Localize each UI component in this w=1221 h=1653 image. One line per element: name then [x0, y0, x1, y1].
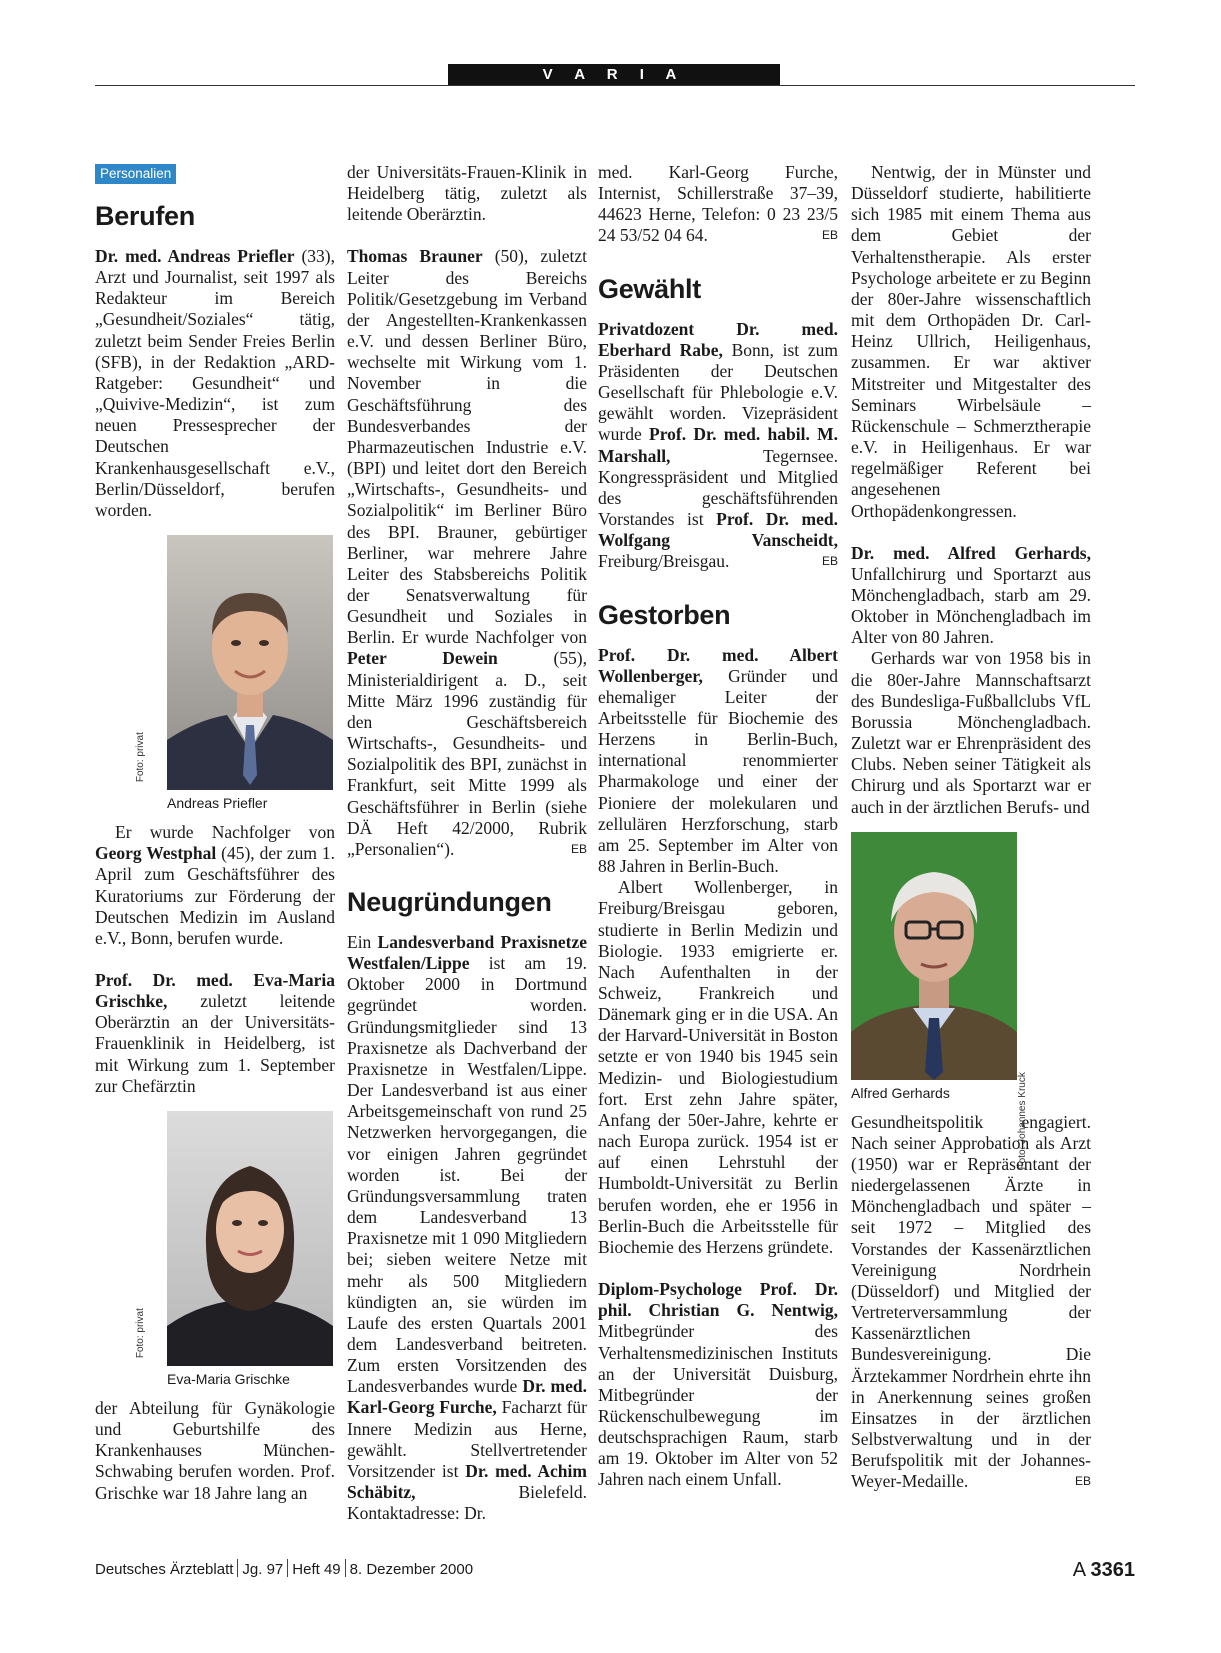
article-text: zuletzt leitende Oberärztin an der Universitäts-Frauenklinik in Heidelberg, ist mit Wirkung zum 1. September zur Chefärztin	[95, 991, 335, 1096]
article-text: (45), der zum 1. April zum Geschäftsführer des Kuratoriums zur Förderung der Deutschen Medizin im Ausland e.V., Bonn, berufen wurde.	[95, 843, 335, 948]
article-grischke	[95, 970, 335, 1097]
article-priefler	[95, 246, 335, 521]
heading-berufen: Berufen	[95, 201, 195, 231]
person-name: Dr. med. Andreas Priefler	[95, 246, 295, 266]
article-text: Gesundheitspolitik engagiert. Nach seiner Approbation als Arzt (1950) war er Repräsentant der niedergelassenen Ärzte in Mönchengladbach und später – seit 1972 – Mitglied des Vorstandes der Kassenärztlichen Vereinigung Nordrhein (Düsseldorf) und Mitglied der Vertreterversammlung der Kassenärztlichen Bundesvereinigung. Die Ärztekammer Nordrhein ehrte ihn in Anerkennung seines großen Einsatzes in der ärztlichen Selbstverwaltung und in der Berufspolitik mit der Johannes-Weyer-Medaille.	[851, 1111, 1091, 1492]
journal-issue: Heft 49	[292, 1561, 341, 1578]
footer-separator	[287, 1559, 288, 1577]
article-text: Unfallchirurg und Sportarzt aus Mönchengladbach, starb am 29. Oktober in Mönchengladbach im Alter von 80 Jahren.	[851, 563, 1091, 648]
author-signature: EB	[821, 228, 838, 243]
article-text: Tegernsee. Kongresspräsident und Mitglied des geschäftsführenden Vorstandes ist	[598, 445, 838, 530]
photo-figure-grischke	[134, 1111, 333, 1388]
issue-date: 8. Dezember 2000	[349, 1561, 474, 1578]
footer-separator	[345, 1559, 346, 1577]
article-contact	[598, 162, 838, 247]
column-4	[851, 162, 1091, 1493]
article-brauner	[347, 246, 587, 860]
article-text: med. Karl-Georg Furche, Internist, Schillerstraße 37–39, 44623 Herne, Telefon: 0 23 23/5 24 53/52 04 64.	[598, 162, 838, 246]
person-name: Peter Dewein	[347, 648, 498, 669]
person-name: Prof. Dr. med. Wolfgang Vanscheidt,	[598, 509, 838, 551]
photo-figure-priefler	[134, 535, 333, 812]
photo-credit: Foto: privat	[134, 1307, 146, 1358]
author-signature: EB	[1074, 1474, 1091, 1489]
person-name: Thomas Brauner	[347, 246, 483, 267]
person-name: Georg Westphal	[95, 843, 217, 864]
article-westphal	[95, 822, 335, 949]
article-landesverband	[347, 932, 587, 1524]
photo-caption: Eva-Maria Grischke	[167, 1370, 290, 1387]
article-text: (33), Arzt und Journalist, seit 1997 als Redakteur im Bereich „Gesundheit/Soziales“ tätig, zuletzt beim Sender Freies Berlin (SFB), in der Redaktion „ARD-Ratgeber: Gesundheit“ und „Quivive-Medizin“, ist zum neuen Pressesprecher der Deutschen Krankenhausgesellschaft e.V., Berlin/Düsseldorf, berufen worden.	[95, 246, 335, 520]
organisation-name: Landesverband Praxisnetze Westfalen/Lippe	[347, 932, 587, 974]
article-wollenberger-bio: Albert Wollenberger, in Freiburg/Breisgau geboren, studierte in Berlin Medizin und Biologie. 1933 emigrierte er. Nach Aufenthalten in der Schweiz, Frankreich und Dänemark ging er in die USA. An der Harvard-Universität in Boston setzte er von 1940 bis 1945 sein Medizin- und Biologiestudium fort. Erst zehn Jahre später, Anfang der 50er-Jahre, kehrte er nach Europa zurück. 1954 ist er auf einen Lehrstuhl der Humboldt-Universität zu Berlin berufen worden, ehe er 1956 in Berlin-Buch die Arbeitsstelle für Biochemie des Herzens gründete.	[598, 877, 838, 1257]
heading-gewaehlt: Gewählt	[598, 273, 701, 304]
person-name: Dr. med. Karl-Georg Furche,	[347, 1376, 587, 1418]
article-text: Ein	[347, 932, 378, 952]
person-name: Prof. Dr. med. Eva-Maria Grischke,	[95, 969, 335, 1012]
article-text: Freiburg/Breisgau.	[598, 551, 730, 572]
article-text: (55), Ministerialdirigent a. D., seit Mitte März 1996 zuständig für den Geschäftsbereich Wirtschafts-, Gesundheits- und Sozialpolitik des BPI, zunächst in Frankfurt, seit Mitte 1999 als Geschäftsführer in Berlin (siehe DÄ Heft 42/2000, Rubrik „Personalien“).	[347, 648, 587, 859]
person-name: Prof. Dr. med. habil. M. Marshall,	[598, 424, 838, 466]
column-1	[95, 162, 335, 1504]
header-rule	[95, 85, 1135, 86]
author-signature: EB	[821, 554, 838, 569]
article-nentwig	[598, 1279, 838, 1491]
author-signature: EB	[570, 841, 587, 856]
article-text: Gründer und ehemaliger Leiter der Arbeitsstelle für Biochemie des Herzens in Berlin-Buch, international renommierter Pharmakologe und einer der Pioniere der molekularen und zellulären Herzforschung, starb am 25. September im Alter von 88 Jahren in Berlin-Buch.	[598, 665, 838, 877]
article-gerhards-cont	[851, 1112, 1091, 1493]
article-nentwig-cont: Nentwig, der in Münster und Düsseldorf studierte, habilitierte sich 1985 mit einem Thema aus dem Gebiet der Verhaltenstherapie. Als erster Psychologe arbeitete er zu Beginn der 80er-Jahre wissenschaftlich mit dem Orthopäden Dr. Carl-Heinz Ullrich, Heiligenhaus, zusammen. Er war aktiver Mitstreiter und Mitgestalter des Seminars Wirbelsäule – Rückenschule – Schmerztherapie e.V. in Heiligenhaus. Er war regelmäßiger Referent bei angesehenen Orthopädenkongressen.	[851, 162, 1091, 521]
column-3	[598, 162, 838, 1491]
photo-caption: Andreas Priefler	[167, 795, 268, 812]
person-name: Prof. Dr. med. Albert Wollenberger,	[598, 644, 838, 686]
article-grischke-cont: der Abteilung für Gynäkologie und Geburtshilfe des Krankenhauses München-Schwabing berufen worden. Prof. Grischke war 18 Jahre lang an	[95, 1397, 335, 1503]
rubric-kicker: Personalien	[95, 164, 176, 184]
article-grischke-end: der Universitäts-Frauen-Klinik in Heidelberg tätig, zuletzt als leitende Oberärztin.	[347, 162, 587, 225]
person-name: Dr. med. Alfred Gerhards,	[851, 542, 1091, 563]
article-gerhards-bio: Gerhards war von 1958 bis in die 80er-Jahre Mannschaftsarzt des Bundesliga-Fußballclubs VfL Borussia Mönchengladbach. Zuletzt war er Ehrenpräsident des Clubs. Neben seiner Tätigkeit als Chirurg und als Sportarzt war er auch in der ärztlichen Berufs- und	[851, 648, 1091, 817]
person-name: Diplom-Psychologe Prof. Dr. phil. Christian G. Nentwig,	[598, 1279, 838, 1321]
portrait-photo-gerhards	[851, 832, 1017, 1080]
page-footer	[95, 1558, 1135, 1582]
page-prefix: A	[1072, 1559, 1085, 1581]
article-rabe	[598, 319, 838, 573]
journal-name: Deutsches Ärzteblatt	[95, 1561, 234, 1578]
page-number-value: 3361	[1090, 1559, 1135, 1581]
article-text: Bielefeld. Kontaktadresse: Dr.	[347, 1482, 587, 1524]
photo-credit: Foto: Johannes Kruck	[1016, 1071, 1028, 1169]
article-text: Bonn, ist zum Präsidenten der Deutschen Gesellschaft für Phlebologie e.V. gewählt worden. Vizepräsident wurde	[598, 339, 839, 445]
article-wollenberger	[598, 645, 838, 878]
article-text: Er wurde Nachfolger von	[115, 822, 335, 843]
photo-caption: Alfred Gerhards	[851, 1084, 950, 1101]
article-text: Mitbegründer des Verhaltensmedizinischen Instituts an der Universität Duisburg, Mitbegründer der Rückenschulbewegung im deutschsprachigen Raum, starb am 19. Oktober im Alter von 52 Jahren nach einem Unfall.	[598, 1321, 838, 1490]
footer-separator	[237, 1559, 238, 1577]
heading-neugruendungen: Neugründungen	[347, 887, 552, 917]
section-header: V A R I A	[448, 64, 780, 85]
article-gerhards	[851, 543, 1091, 649]
column-2	[347, 162, 587, 1524]
person-name: Privatdozent Dr. med. Eberhard Rabe,	[598, 318, 838, 360]
article-text: ist am 19. Oktober 2000 in Dortmund gegründet worden. Gründungsmitglieder sind 13 Praxisnetze als Dachverband der Praxisnetze in Westfalen/Lippe. Der Landesverband ist aus einer Arbeitsgemeinschaft von rund 25 Netzwerken hervorgegangen, die vor einigen Jahren gegründet worden ist. Bei der Gründungsversammlung traten dem Landesverband 13 Praxisnetze mit 1 090 Mitgliedern bei; sieben weitere Netze mit mehr als 500 Mitgliedern kündigten an, sie würden im Laufe des ersten Quartals 2001 dem Landesverband beitreten. Zum ersten Vorsitzenden des Landesverbandes wurde	[347, 953, 587, 1397]
article-text: Facharzt für Innere Medizin aus Herne, gewählt. Stellvertretender Vorsitzender ist	[347, 1397, 588, 1481]
journal-volume: Jg. 97	[242, 1561, 284, 1578]
photo-figure-gerhards	[851, 832, 1028, 1169]
heading-gestorben: Gestorben	[598, 599, 731, 630]
person-name: Dr. med. Achim Schäbitz,	[347, 1460, 587, 1503]
article-text: (50), zuletzt Leiter des Bereichs Politik/Gesetzgebung im Verband der Angestellten-Krankenkassen e.V. und dessen Berliner Büro, wechselte mit Wirkung vom 1. November in die Geschäftsführung des Bundesverbandes der Pharmazeutischen Industrie e.V. (BPI) und leitet dort den Bereich „Wirtschafts-, Gesundheits- und Sozialpolitik“ im Berliner Büro des BPI. Brauner, gebürtiger Berliner, war mehrere Jahre Leiter des Stabsbereichs Politik der Senatsverwaltung für Gesundheit und Soziales in Berlin. Er wurde Nachfolger von	[347, 246, 588, 648]
portrait-photo-priefler	[167, 535, 333, 790]
portrait-photo-grischke	[167, 1111, 333, 1366]
page-number	[1073, 1558, 1135, 1582]
photo-credit: Foto: privat	[134, 732, 146, 783]
